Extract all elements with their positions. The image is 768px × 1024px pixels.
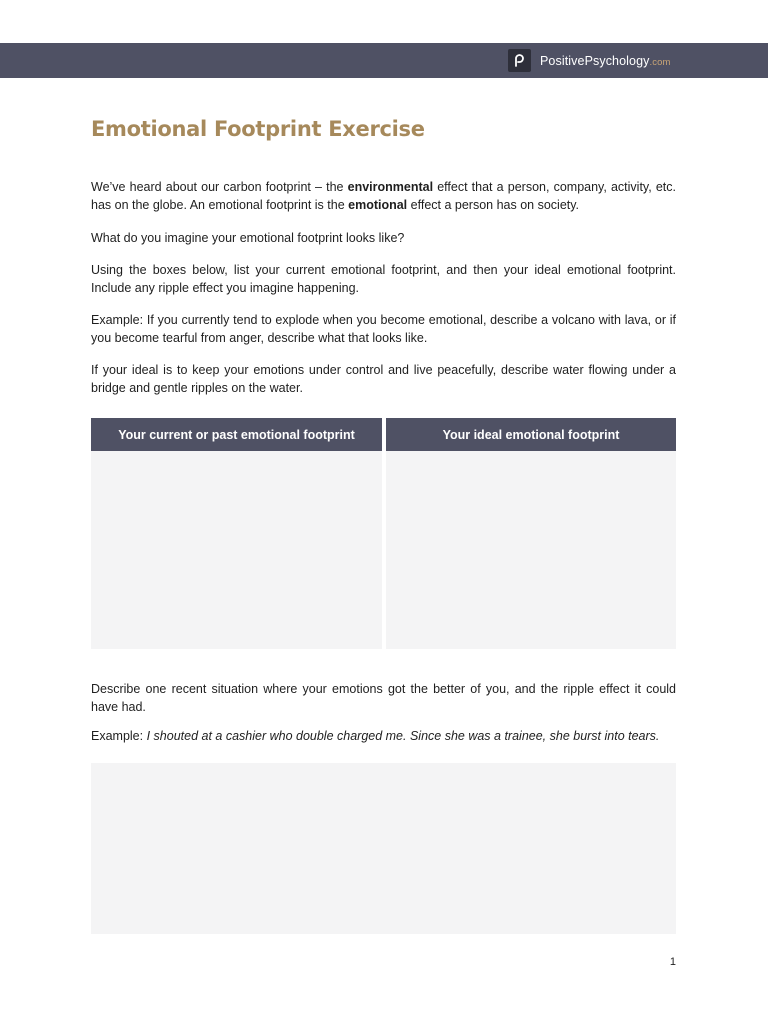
positive-psychology-logo-icon xyxy=(508,49,531,72)
situation-answer-box[interactable] xyxy=(91,763,676,934)
brand-name-text: PositivePsychology xyxy=(540,53,650,68)
page-number: 1 xyxy=(669,956,676,968)
table-header-ideal-footprint: Your ideal emotional footprint xyxy=(386,418,676,451)
situation-example-label: Example: xyxy=(91,729,147,743)
intro-p1-text-a: We’ve heard about our carbon footprint – the xyxy=(91,180,348,194)
situation-example-text: I shouted at a cashier who double charged me. Since she was a trainee, she burst into tears. xyxy=(146,729,660,743)
intro-paragraph-3: Using the boxes below, list your current emotional footprint, and then your ideal emotional footprint. Include any ripple effect you imagine happening. xyxy=(91,263,676,295)
brand-name xyxy=(540,54,671,68)
intro-paragraph-2: What do you imagine your emotional footprint looks like? xyxy=(91,231,405,245)
header-band xyxy=(0,43,768,78)
intro-paragraph-1 xyxy=(91,178,676,214)
situation-prompt: Describe one recent situation where your emotions got the better of you, and the ripple effect it could have had. xyxy=(91,682,676,714)
table-header-current-footprint: Your current or past emotional footprint xyxy=(91,418,382,451)
intro-paragraph-4: Example: If you currently tend to explode when you become emotional, describe a volcano with lava, or if you become tearful from anger, describe what that looks like. xyxy=(91,313,676,345)
intro-p1-bold-environmental: environmental xyxy=(347,180,434,194)
intro-p1-text-e: effect a person has on society. xyxy=(407,198,580,212)
page-title: Emotional Footprint Exercise xyxy=(91,117,425,141)
intro-p1-bold-emotional: emotional xyxy=(348,198,408,212)
current-footprint-answer-box[interactable] xyxy=(91,451,382,649)
brand[interactable] xyxy=(508,49,671,72)
ideal-footprint-answer-box[interactable] xyxy=(386,451,676,649)
brand-tld: .com xyxy=(649,56,671,68)
intro-p1-text-c: effect that a person, company, activity, etc. has on the globe. An emotional footprint is the xyxy=(91,180,677,212)
intro-paragraph-5: If your ideal is to keep your emotions under control and live peacefully, describe water flowing under a bridge and gentle ripples on the water. xyxy=(91,363,676,395)
situation-example xyxy=(91,727,676,745)
